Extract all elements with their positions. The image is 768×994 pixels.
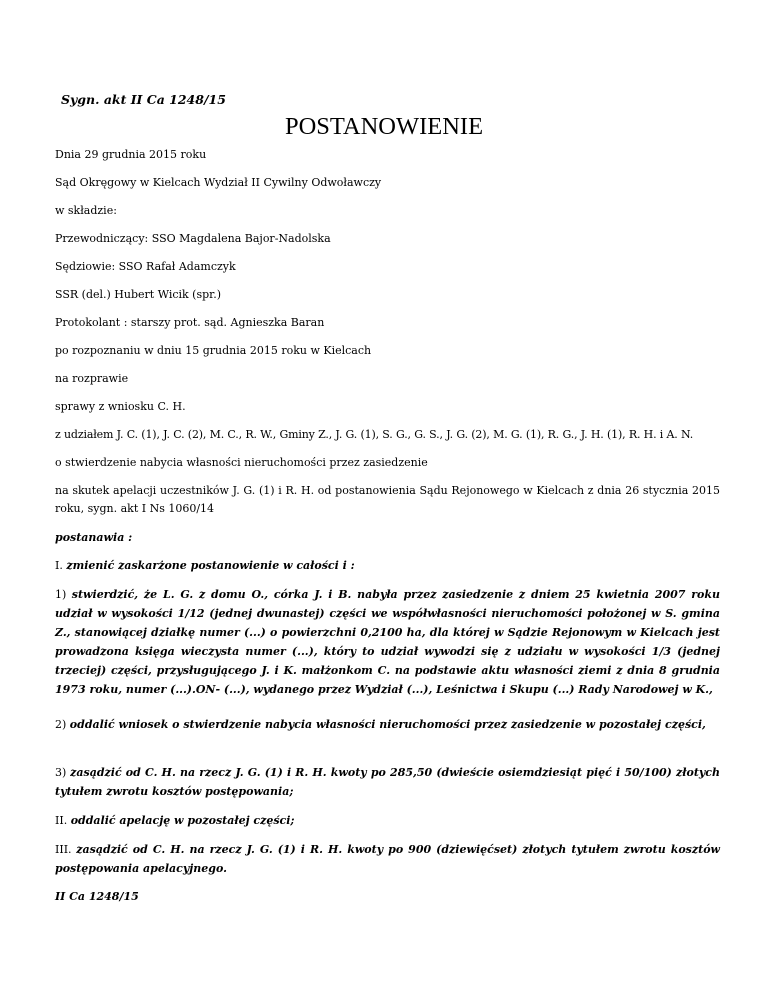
hearing-info: po rozpoznaniu w dniu 15 grudnia 2015 roku w Kielcach [55,344,372,357]
composition-label: w składzie: [55,204,117,217]
section-II-text: oddalić apelację w pozostałej części; [70,814,295,827]
section-I [55,557,720,575]
presiding-judge: Przewodniczący: SSO Magdalena Bajor-Nadolska [55,232,331,245]
appeal-info: na skutek apelacji uczestników J. G. (1) i R. H. od postanowienia Sądu Rejonowego w Kielcach z dnia 26 stycznia 2015 roku, sygn. akt I Ns 1060/14 [55,484,720,515]
judges: Sędziowie: SSO Rafał Adamczyk [55,260,236,273]
section-III-text: zasądzić od C. H. na rzecz J. G. (1) i R. H. kwoty po 900 (dziewięćset) złotych tytułem zwrotu kosztów postępowania apelacyjnego. [55,843,721,875]
case-signature-bottom: II Ca 1248/15 [55,890,139,903]
decision-heading: postanawia : [55,531,133,544]
item-2-text: oddalić wniosek o stwierdzenie nabycia własności nieruchomości przez zasiedzenie w pozostałej części, [69,718,706,731]
page-title: POSTANOWIENIE [284,113,484,140]
section-II [55,812,720,830]
section-II-number: II. [55,814,68,827]
case-applicant: sprawy z wniosku C. H. [55,400,186,413]
item-1-number: 1) [55,588,67,601]
session-type: na rozprawie [55,372,129,385]
item-2 [55,715,720,734]
section-III [55,840,720,878]
item-3 [55,763,720,801]
item-1-text: stwierdzić, że L. G. z domu O., córka J. i B. nabyła przez zasiedzenie z dniem 25 kwietnia 2007 roku udział w wysokości 1/12 (jednej dwunastej) części we współwłasności nieruchomości położonej w S. gmina Z., stanowiącej działkę numer (...) o powierzchni 0,2100 ha, dla której w Sądzie Rejonowym w Kielcach jest prowadzona księga wieczysta numer (...), który to udział wywodzi się z udziału w wysokości 1/3 (jednej trzeciej) części, przysługującego J. i K. małżonkom C. na podstawie aktu własności ziemi z dnia 8 grudnia 1973 roku, numer (...).ON- (...), wydanego przez Wydział (...), Leśnictwa i Skupu (...) Rady Narodowej w K., [55,588,720,696]
court-name: Sąd Okręgowy w Kielcach Wydział II Cywilny Odwoławczy [55,176,382,189]
item-1 [55,585,720,699]
court-clerk: Protokolant : starszy prot. sąd. Agnieszka Baran [55,316,325,329]
participants: z udziałem J. C. (1), J. C. (2), M. C., R. W., Gminy Z., J. G. (1), S. G., G. S., J. G. (2), M. G. (1), R. G., J. H. (1), R. H. i A. N. [55,428,694,441]
item-3-number: 3) [55,766,67,779]
date-line: Dnia 29 grudnia 2015 roku [55,148,207,161]
section-I-text: zmienić zaskarżone postanowienie w całości i : [66,559,355,572]
section-III-number: III. [55,843,72,856]
case-subject: o stwierdzenie nabycia własności nieruchomości przez zasiedzenie [55,456,428,469]
judge-2: SSR (del.) Hubert Wicik (spr.) [55,288,221,301]
case-signature: Sygn. akt II Ca 1248/15 [61,92,226,107]
item-2-number: 2) [55,718,67,731]
section-I-number: I. [55,559,63,572]
item-3-text: zasądzić od C. H. na rzecz J. G. (1) i R. H. kwoty po 285,50 (dwieście osiemdziesiąt pięć i 50/100) złotych tytułem zwrotu kosztów postępowania; [55,766,721,798]
